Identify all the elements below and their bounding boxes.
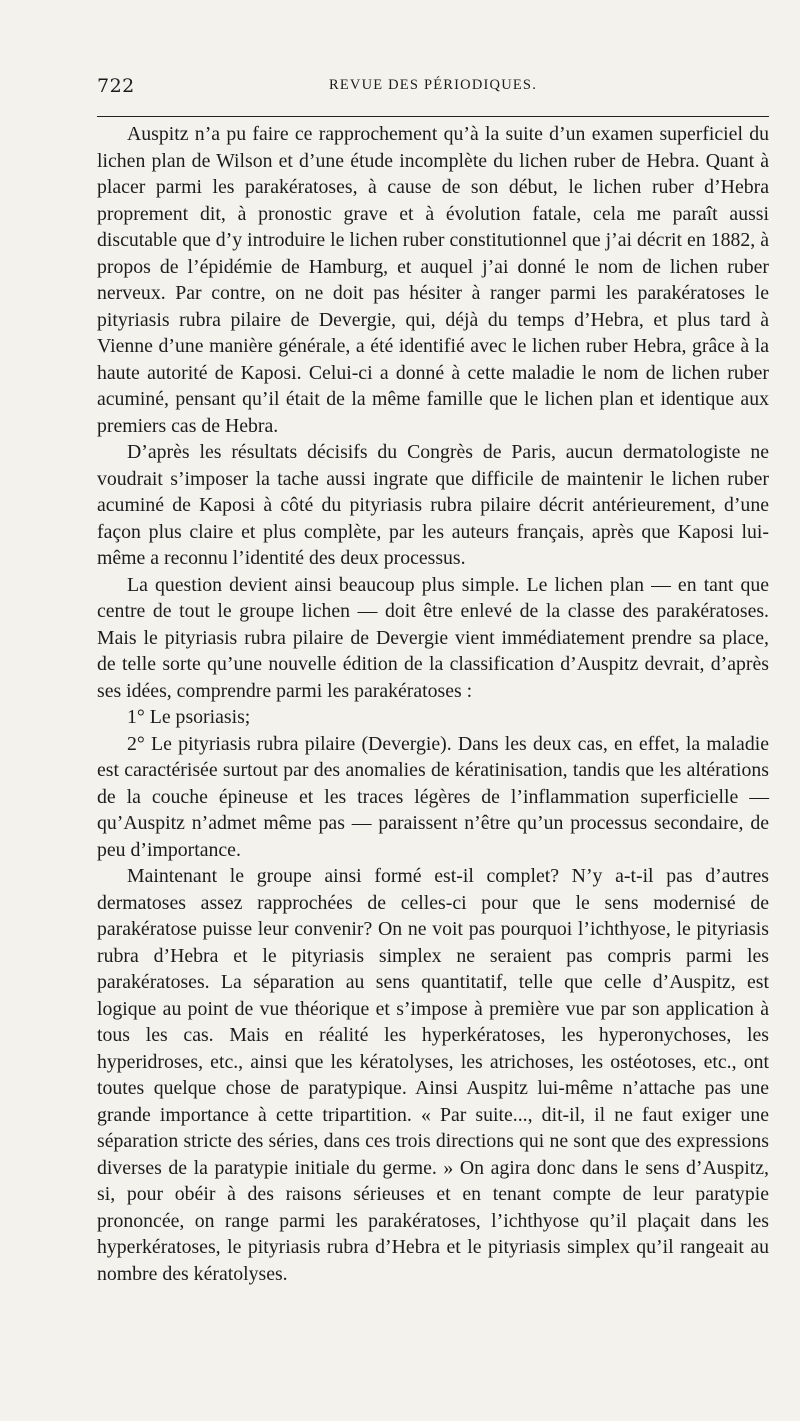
header-rule	[97, 116, 769, 117]
paragraph: D’après les résultats décisifs du Congrès de Paris, aucun dermatologiste ne voudrait s’imposer la tache aussi ingrate que difficile de maintenir le lichen ruber acuminé de Kaposi à côté du pityriasis rubra pilaire décrit antérieurement, d’une façon plus claire et plus complète, par les auteurs français, après que Kaposi lui-même a reconnu l’identité des deux processus.	[97, 441, 769, 569]
page-number: 722	[97, 75, 135, 97]
paragraph: Maintenant le groupe ainsi formé est-il complet? N’y a-t-il pas d’autres dermatoses assez rapprochées de celles-ci pour que le sens modernisé de parakératose puisse leur convenir? On ne voit pas pourquoi l’ichthyose, le pityriasis rubra d’Hebra et le pityriasis simplex ne seraient pas compris parmi les parakératoses. La séparation au sens quantitatif, telle que celle d’Auspitz, est logique au point de vue théorique et s’impose à première vue par son application à tous les cas. Mais en réalité les hyperkératoses, les hyperonychoses, les hyperidroses, etc., ainsi que les kératolyses, les atrichoses, les ostéotoses, etc., ont toutes quelque chose de paratypique. Ainsi Auspitz lui-même n’attache pas une grande importance à cette tripartition. « Par suite..., dit-il, il ne faut exiger une séparation stricte des séries, dans ces trois directions qui ne sont que des expressions diverses de la paratypie initiale du germe. » On agira donc dans le sens d’Auspitz, si, pour obéir à des raisons sérieuses et en tenant compte de leur paratypie prononcée, on range parmi les parakératoses, l’ichthyose qu’il plaçait dans les hyperkératoses, le pityriasis rubra d’Hebra et le pityriasis simplex qu’il rangeait au nombre des kératolyses.	[97, 865, 769, 1285]
list-item-psoriasis: 1° Le psoriasis;	[127, 706, 251, 728]
paragraph: La question devient ainsi beaucoup plus simple. Le lichen plan — en tant que centre de tout le groupe lichen — doit être enlevé de la classe des parakératoses. Mais le pityriasis rubra pilaire de Devergie vient immédiatement prendre sa place, de telle sorte qu’une nouvelle édition de la classification d’Auspitz devrait, d’après ses idées, comprendre parmi les parakératoses :	[97, 573, 769, 702]
paragraph: Auspitz n’a pu faire ce rapprochement qu’à la suite d’un examen superficiel du lichen plan de Wilson et d’une étude incomplète du lichen ruber de Hebra. Quant à placer parmi les parakératoses, à cause de son début, le lichen ruber d’Hebra proprement dit, à pronostic grave et à évolution fatale, cela me paraît aussi discutable que d’y introduire le lichen ruber constitutionnel que j’ai décrit en 1882, à propos de l’épidémie de Hamburg, et auquel j’ai donné le nom de lichen ruber nerveux. Par contre, on ne doit pas hésiter à ranger parmi les parakératoses le pityriasis rubra pilaire de Devergie, qui, déjà du temps d’Hebra, et plus tard à Vienne d’une manière générale, a été identifié avec le lichen ruber Hebra, grâce à la haute autorité de Kaposi. Celui-ci a donné à cette maladie le nom de lichen ruber acuminé, pensant qu’il était de la même famille que le lichen plan et identique aux premiers cas de Hebra.	[97, 123, 769, 437]
body-text	[97, 121, 769, 1287]
page-header	[97, 75, 769, 105]
list-item-pityriasis: 2° Le pityriasis rubra pilaire (Devergie). Dans les deux cas, en effet, la maladie est caractérisée surtout par des anomalies de kératinisation, tandis que les altérations de la couche épineuse et les traces légères de l’inflammation superficielle — qu’Auspitz n’admet même pas — paraissent n’être qu’un processus secondaire, de peu d’importance.	[97, 732, 769, 861]
running-title: REVUE DES PÉRIODIQUES.	[328, 77, 538, 93]
